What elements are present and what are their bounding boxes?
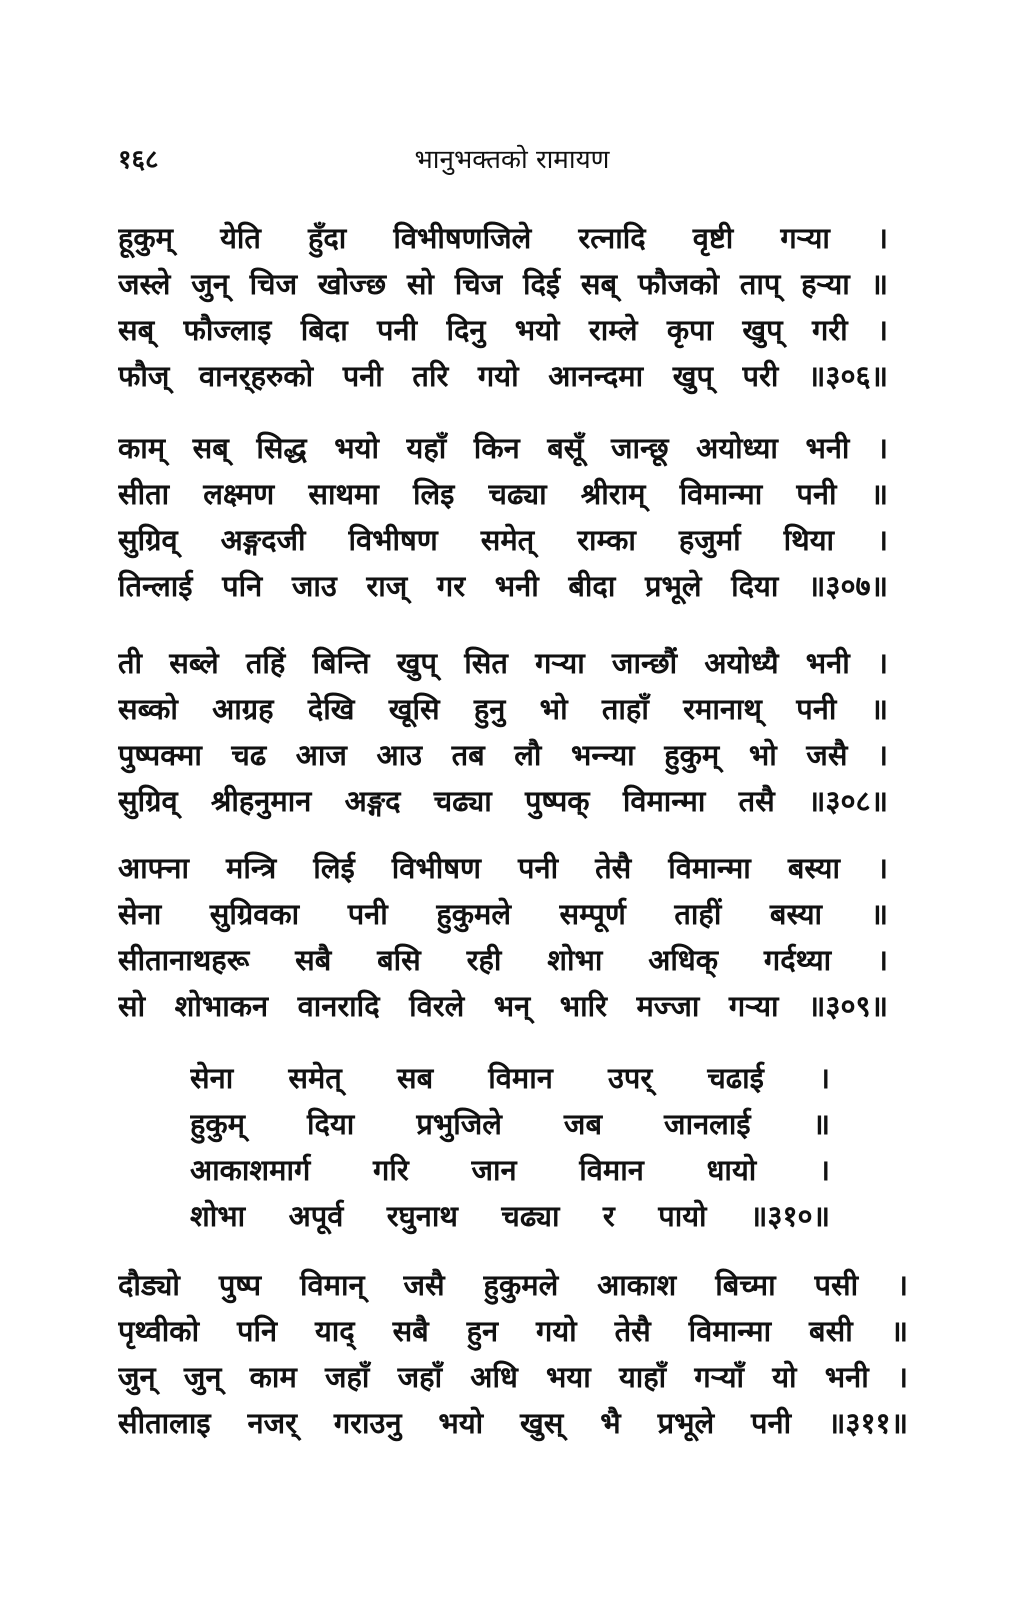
- verse-line: शोभा अपूर्व रघुनाथ चढ्या र पायो ॥३१०॥: [190, 1199, 830, 1233]
- verse-stanza-308: [118, 640, 888, 824]
- verse-line: सो शोभाकन वानरादि विरले भन् भारि मज्जा गर्‍या ॥३०९॥: [118, 989, 888, 1023]
- verse-line: सेना समेत् सब विमान उपर् चढाई ।: [190, 1061, 830, 1095]
- verse-stanza-307: [118, 425, 888, 609]
- verse-line: सब्को आग्रह देखि खूसि हुनु भो ताहाँ रमानाथ् पनी ॥: [118, 692, 888, 726]
- verse-line: हूकुम् येति हुँदा विभीषणजिले रत्नादि वृष्टी गर्‍या ।: [118, 221, 888, 255]
- verse-line: हुकुम् दिया प्रभुजिले जब जानलाई ॥: [190, 1107, 830, 1141]
- verse-line: ती सब्ले तहिं बिन्ति खुप् सित गर्‍या जान्छौं अयोध्यै भनी ।: [118, 646, 888, 680]
- verse-line: सीतानाथहरू सबै बसि रही शोभा अधिक् गर्दथ्या ।: [118, 943, 888, 977]
- verse-line: तिन्लाई पनि जाउ राज् गर भनी बीदा प्रभूले दिया ॥३०७॥: [118, 569, 888, 603]
- verse-line: जस्ले जुन् चिज खोज्छ सो चिज दिई सब् फौजको ताप् हर्‍या ॥: [118, 267, 888, 301]
- verse-line: दौड्यो पुष्प विमान् जसै हुकुमले आकाश बिच्मा पसी ।: [118, 1268, 908, 1302]
- verse-line: काम् सब् सिद्ध भयो यहाँ किन बसूँ जान्छू अयोध्या भनी ।: [118, 431, 888, 465]
- verse-line: पुष्पक्मा चढ आज आउ तब लौ भन्न्या हुकुम् भो जसै ।: [118, 738, 888, 772]
- verse-stanza-310: [190, 1055, 830, 1239]
- page-number: १६८: [118, 145, 159, 175]
- verse-stanza-309: [118, 845, 888, 1029]
- page-header: [0, 140, 1024, 180]
- verse-line: आफ्ना मन्त्रि लिई विभीषण पनी तेसै विमान्मा बस्या ।: [118, 851, 888, 885]
- verse-line: सीता लक्ष्मण साथमा लिइ चढ्या श्रीराम् विमान्मा पनी ॥: [118, 477, 888, 511]
- running-title: भानुभक्तको रामायण: [414, 145, 610, 175]
- verse-line: सीतालाइ नजर् गराउनु भयो खुस् भै प्रभूले पनी ॥३११॥: [118, 1406, 908, 1440]
- verse-line: सेना सुग्रिवका पनी हुकुमले सम्पूर्ण ताहीं बस्या ॥: [118, 897, 888, 931]
- verse-line: जुन् जुन् काम जहाँ जहाँ अधि भया याहाँ गर्‍याँ यो भनी ।: [118, 1360, 908, 1394]
- verse-line: सब् फौज्लाइ बिदा पनी दिनु भयो राम्ले कृपा खुप् गरी ।: [118, 313, 888, 347]
- verse-stanza-311: [118, 1262, 908, 1446]
- verse-line: फौज् वानर्‌हरुको पनी तरि गयो आनन्दमा खुप् परी ॥३०६॥: [118, 359, 888, 393]
- verse-stanza-306: [118, 215, 888, 399]
- verse-line: पृथ्वीको पनि याद् सबै हुन गयो तेसै विमान्मा बसी ॥: [118, 1314, 908, 1348]
- verse-line: सुग्रिव् अङ्गदजी विभीषण समेत् राम्का हजुर्मा थिया ।: [118, 523, 888, 557]
- verse-line: आकाशमार्ग गरि जान विमान धायो ।: [190, 1153, 830, 1187]
- verse-line: सुग्रिव् श्रीहनुमान अङ्गद चढ्या पुष्पक् विमान्मा तसै ॥३०८॥: [118, 784, 888, 818]
